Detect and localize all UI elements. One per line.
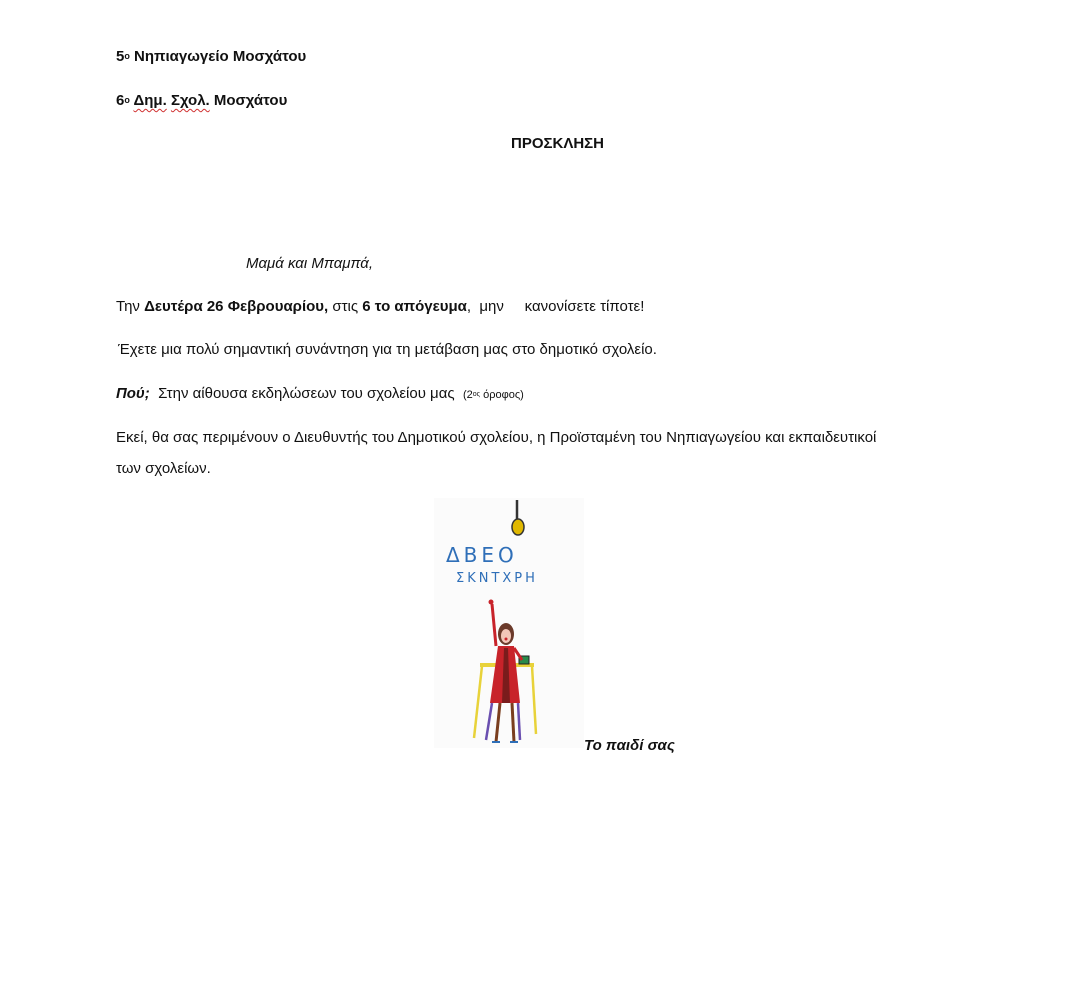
document-title: ΠΡΟΣΚΛΗΣΗ [511,135,605,152]
child-drawing [434,498,584,748]
school-name-1: $5^o$ Νηπιαγωγείο Μοσχάτου [116,48,307,65]
drawing-text-line1: ΔΒΕΟ [446,543,518,567]
face [501,629,511,643]
school-name-2: $6^o$ Δημ. Σχολ. Μοσχάτου [116,92,288,109]
paragraph-attendees: Εκεί, θα σας περιμένουν ο Διευθυντής του Δημοτικού σχολείου, η Προϊσταμένη του Νηπιαγωγείου και εκπαιδευτικοί [116,429,877,446]
leg-right [512,703,514,742]
signature: Το παιδί σας [584,737,675,754]
paragraph-attendees-cont: των σχολείων. [116,460,211,477]
paragraph-meeting: Έχετε μια πολύ σημαντική συνάντηση για τη μετάβαση μας στο δημοτικό σχολείο. [118,341,657,358]
greeting: Μαμά και Μπαμπά, [246,255,374,272]
lamp-bulb-icon [512,519,524,535]
paragraph-location: Πού; Στην αίθουσα εκδηλώσεων του σχολείου μας ($2^{o\varsigma}$ όροφος) [116,385,524,402]
drawing-paper [434,498,584,748]
drawing-text-line2: ΣΚΝΤΧΡΗ [456,571,538,586]
paragraph-date: Την Δευτέρα 26 Φεβρουαρίου, στις 6 το απόγευμα, μην κανονίσετε τίποτε! [116,298,645,315]
